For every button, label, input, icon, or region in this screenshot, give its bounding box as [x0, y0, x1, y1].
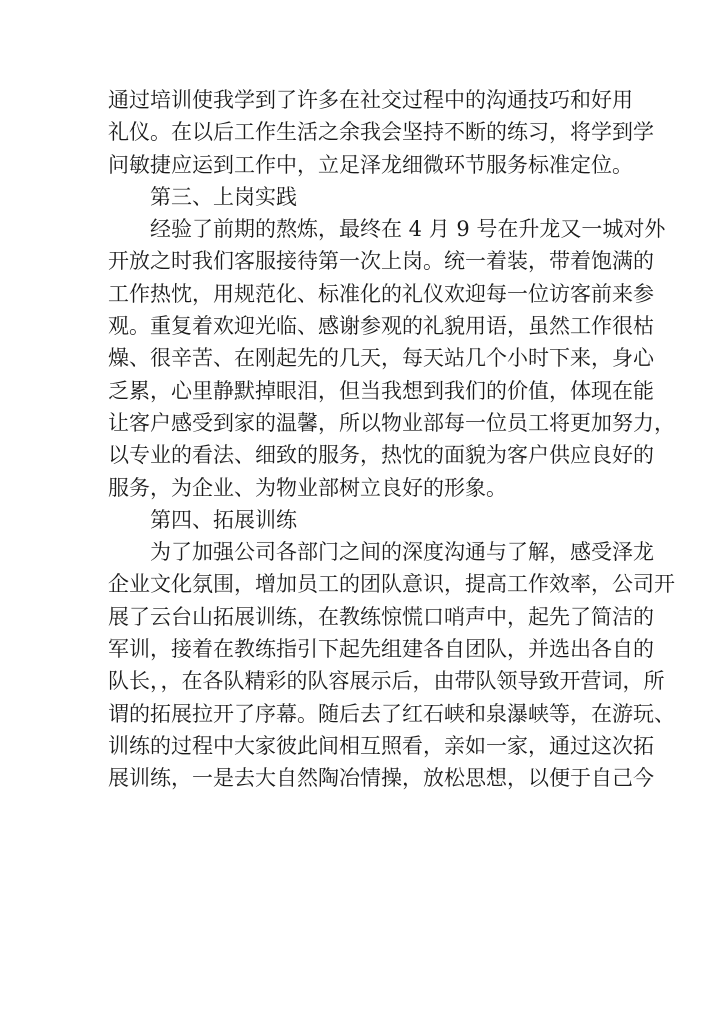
text-line: 观。重复着欢迎光临、感谢参观的礼貌用语，虽然工作很枯: [108, 314, 654, 339]
text-line: 服务，为企业、为物业部树立良好的形象。: [108, 475, 507, 500]
section-heading: 第三、上岗实践: [150, 184, 297, 209]
text-line: 以专业的看法、细致的服务，热忱的面貌为客户供应良好的: [108, 443, 654, 468]
text-line: 展了云台山拓展训练，在教练惊慌口哨声中，起先了简洁的: [108, 604, 654, 629]
text-line: 通过培训使我学到了许多在社交过程中的沟通技巧和好用: [108, 88, 633, 112]
text-line: 问敏捷应运到工作中，立足泽龙细微环节服务标准定位。: [108, 152, 633, 177]
text-line: 企业文化氛围，增加员工的团队意识，提高工作效率，公司开: [108, 572, 675, 597]
text-line: 开放之时我们客服接待第一次上岗。统一着装，带着饱满的: [108, 249, 654, 274]
text-line: 礼仪。在以后工作生活之余我会坚持不断的练习，将学到学: [108, 120, 654, 145]
text-line: 让客户感受到家的温馨，所以物业部每一位员工将更加努力，: [108, 410, 675, 435]
text-line: 队长，，在各队精彩的队容展示后，由带队领导致开营词，所: [108, 669, 665, 694]
text-line: 展训练，一是去大自然陶冶情操，放松思想，以便于自己今: [108, 766, 654, 791]
text-line: 乏累，心里静默掉眼泪，但当我想到我们的价值，体现在能: [108, 378, 654, 403]
text-line: 为了加强公司各部门之间的深度沟通与了解，感受泽龙: [150, 540, 654, 565]
text-line: 训练的过程中大家彼此间相互照看，亲如一家，通过这次拓: [108, 733, 654, 758]
text-line: 军训，接着在教练指引下起先组建各自团队，并选出各自的: [108, 637, 654, 662]
text-line: 燥、很辛苦、在刚起先的几天，每天站几个小时下来，身心: [108, 346, 654, 371]
text-line: 谓的拓展拉开了序幕。随后去了红石峡和泉瀑峡等，在游玩、: [108, 701, 675, 726]
body-text: [108, 84, 675, 795]
text-line: 工作热忱，用规范化、标准化的礼仪欢迎每一位访客前来参: [108, 281, 654, 306]
section-heading: 第四、拓展训练: [150, 507, 297, 532]
text-line: 经验了前期的熬炼，最终在 4 月 9 号在升龙又一城对外: [150, 217, 666, 242]
